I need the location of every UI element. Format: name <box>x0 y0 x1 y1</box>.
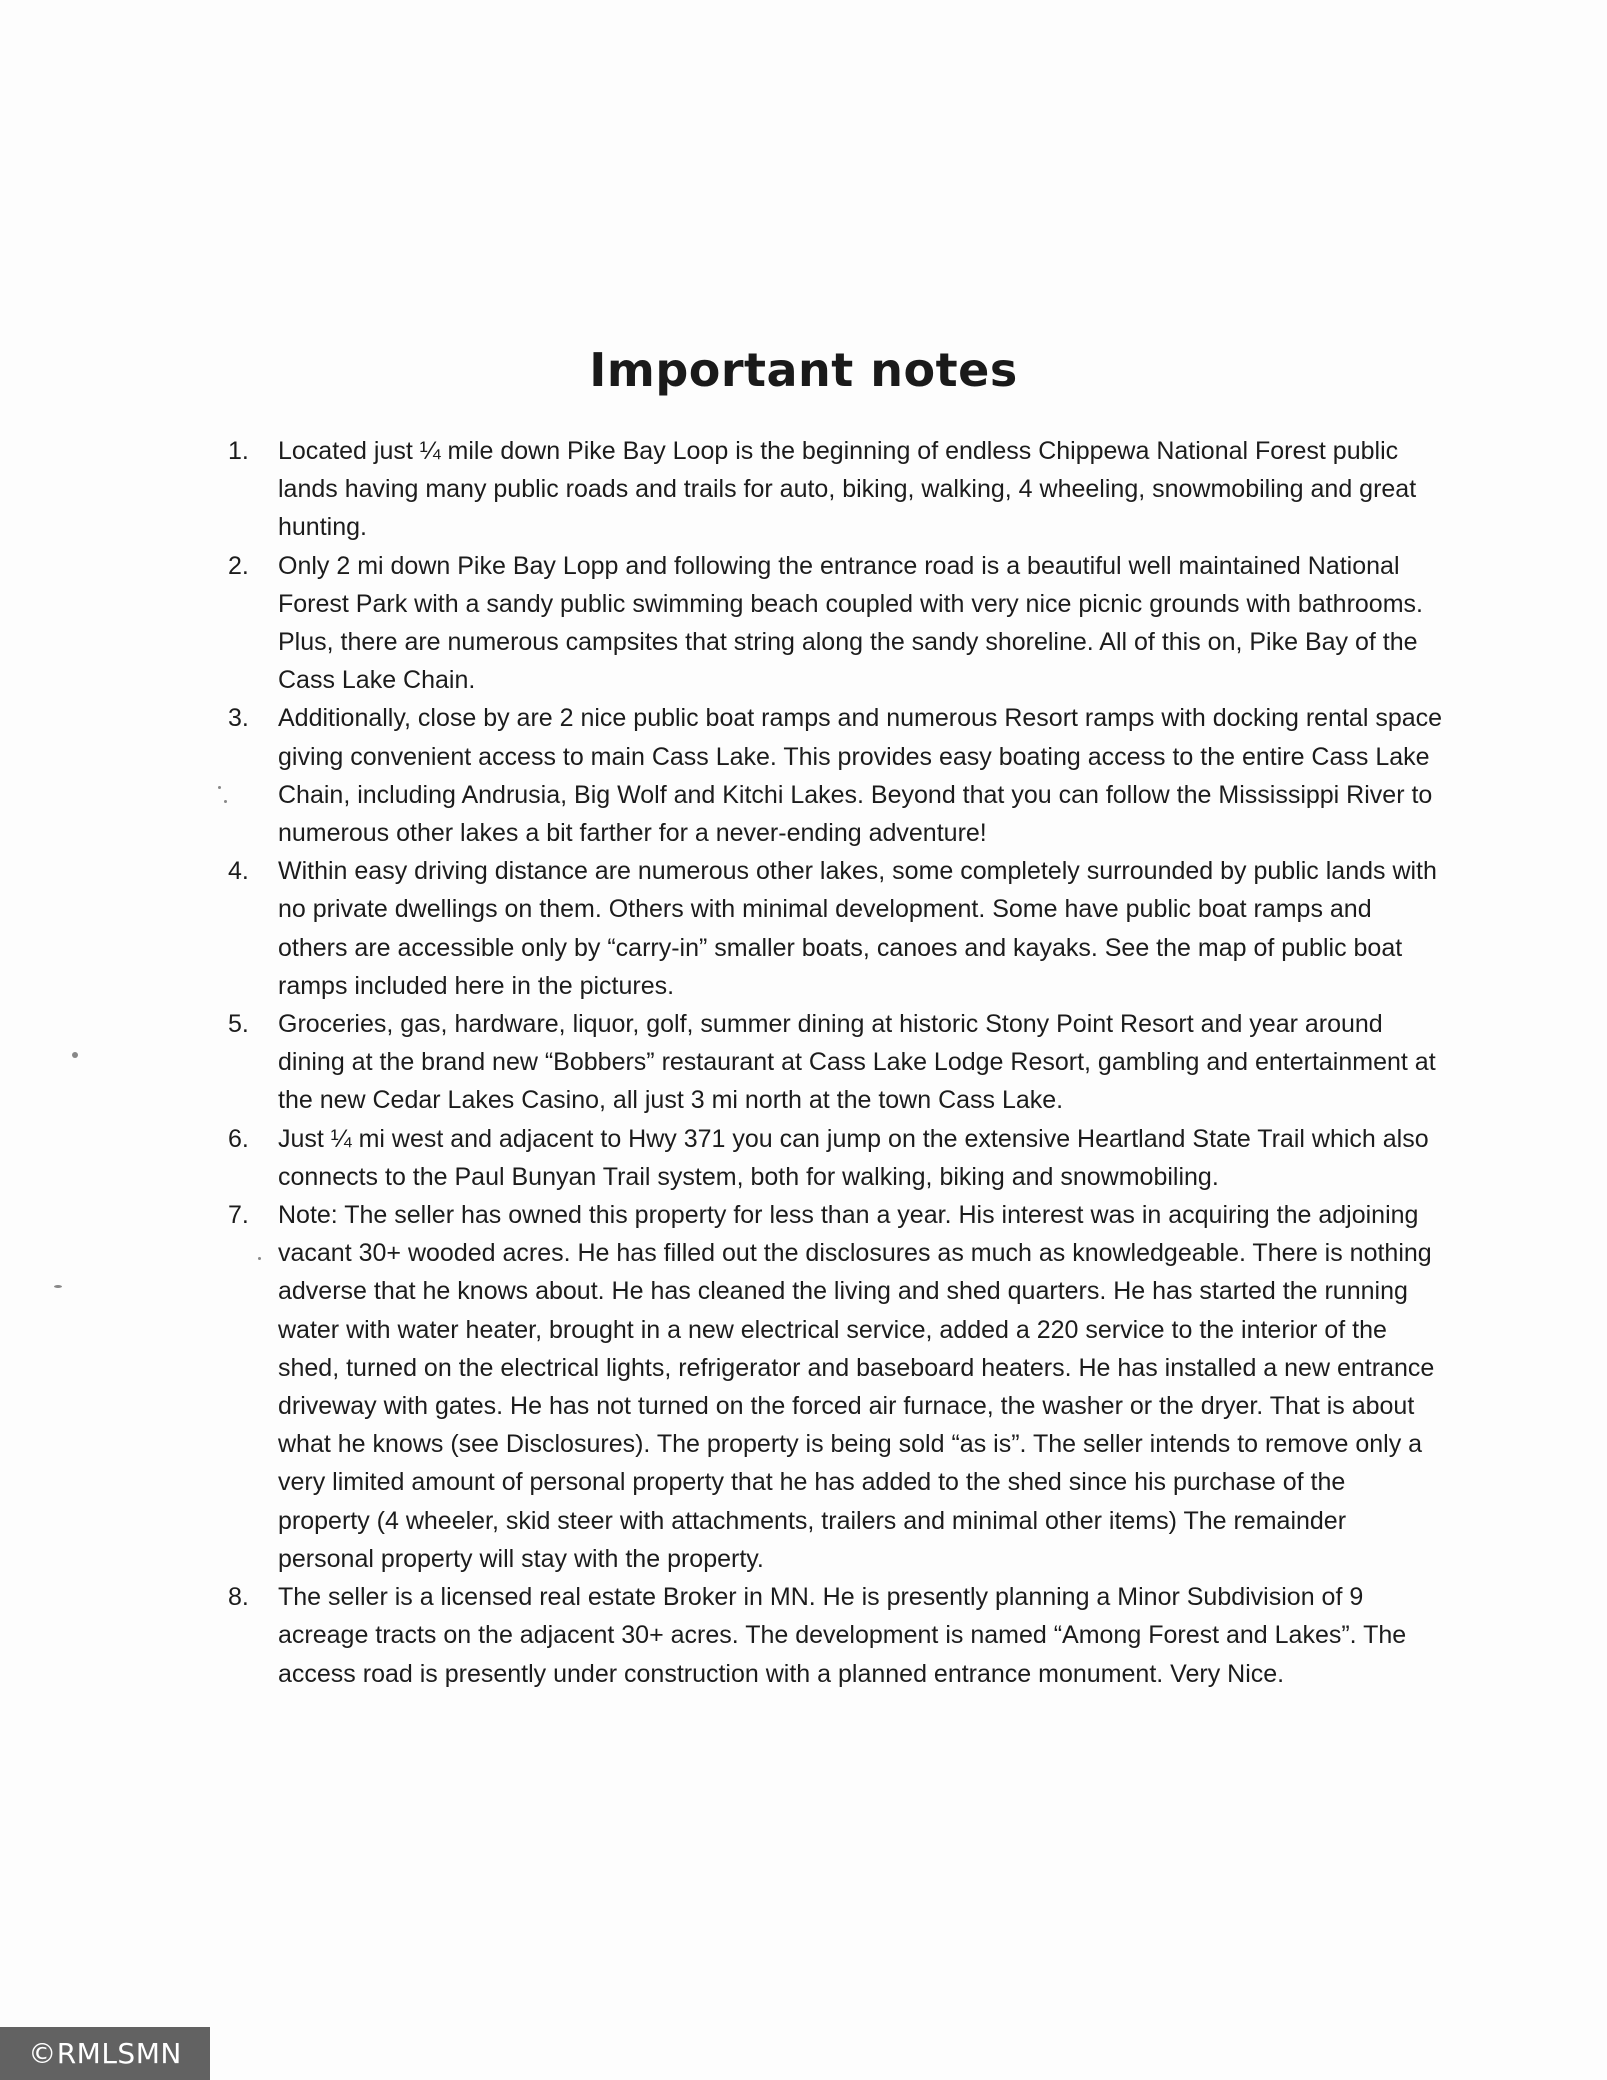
note-item-4 <box>228 852 1443 1005</box>
note-item-1 <box>228 432 1443 547</box>
note-text: Only 2 mi down Pike Bay Lopp and following the entrance road is a beautiful well maintained National Forest Park with a sandy public swimming beach coupled with very nice picnic grounds with bathrooms. Plus, there are numerous campsites that string along the sandy shoreline. All of this on, Pike Bay of the Cass Lake Chain. <box>278 551 1423 695</box>
scan-speck <box>72 1052 78 1058</box>
copyright-watermark: ©RMLSMN <box>0 2027 210 2080</box>
note-number: 7. <box>228 1201 249 1230</box>
note-item-6 <box>228 1120 1443 1196</box>
note-item-2 <box>228 547 1443 700</box>
page-title: Important notes <box>589 343 1018 397</box>
scan-speck <box>258 1257 261 1260</box>
note-number: 5. <box>228 1010 249 1039</box>
note-text: Located just ¼ mile down Pike Bay Loop is the beginning of endless Chippewa National Forest public lands having many public roads and trails for auto, biking, walking, 4 wheeling, snowmobiling and great hunting. <box>278 437 1417 542</box>
notes-list <box>228 432 1443 1693</box>
note-item-7 <box>228 1196 1443 1578</box>
note-item-3 <box>228 699 1443 852</box>
note-number: 1. <box>228 437 249 465</box>
note-item-8 <box>228 1578 1443 1693</box>
scan-speck <box>218 786 221 789</box>
scan-speck <box>54 1285 62 1288</box>
note-text: Just ¼ mi west and adjacent to Hwy 371 you can jump on the extensive Heartland State Trail which also connects to the Paul Bunyan Trail system, both for walking, biking and snowmobiling. <box>278 1124 1429 1191</box>
note-text: Additionally, close by are 2 nice public boat ramps and numerous Resort ramps with docking rental space giving convenient access to main Cass Lake. This provides easy boating access to the entire Cass Lake Chain, including Andrusia, Big Wolf and Kitchi Lakes. Beyond that you can follow the Mississippi River to numerous other lakes a bit farther for a never-ending adventure! <box>278 704 1443 848</box>
note-number: 8. <box>228 1583 249 1612</box>
note-item-5 <box>228 1005 1443 1120</box>
note-number: 2. <box>228 551 249 580</box>
note-text: Groceries, gas, hardware, liquor, golf, summer dining at historic Stony Point Resort and year around dining at the brand new “Bobbers” restaurant at Cass Lake Lodge Resort, gambling and entertainment at the new Cedar Lakes Casino, all just 3 mi north at the town Cass Lake. <box>278 1010 1436 1115</box>
note-text: Note: The seller has owned this property for less than a year. His interest was in acquiring the adjoining vacant 30+ wooded acres. He has filled out the disclosures as much as knowledgeable. There is nothing adverse that he knows about. He has cleaned the living and shed quarters. He has started the running water with water heater, brought in a new electrical service, added a 220 service to the interior of the shed, turned on the electrical lights, refrigerator and baseboard heaters. He has installed a new entrance driveway with gates. He has not turned on the forced air furnace, the washer or the dryer. That is about what he knows (see Disclosures). The property is being sold “as is”. The seller intends to remove only a very limited amount of personal property that he has added to the shed since his purchase of the property (4 wheeler, skid steer with attachments, trailers and minimal other items) The remainder personal property will stay with the property. <box>278 1201 1435 1573</box>
note-text: Within easy driving distance are numerous other lakes, some completely surrounded by public lands with no private dwellings on them. Others with minimal development. Some have public boat ramps and others are accessible only by “carry-in” smaller boats, canoes and kayaks. See the map of public boat ramps included here in the pictures. <box>278 857 1437 1000</box>
note-text: The seller is a licensed real estate Broker in MN. He is presently planning a Minor Subdivision of 9 acreage tracts on the adjacent 30+ acres. The development is named “Among Forest and Lakes”. The access road is presently under construction with a planned entrance monument. Very Nice. <box>278 1583 1407 1688</box>
scan-speck <box>224 800 227 803</box>
note-number: 3. <box>228 704 249 733</box>
note-number: 6. <box>228 1124 249 1153</box>
note-number: 4. <box>228 857 249 886</box>
